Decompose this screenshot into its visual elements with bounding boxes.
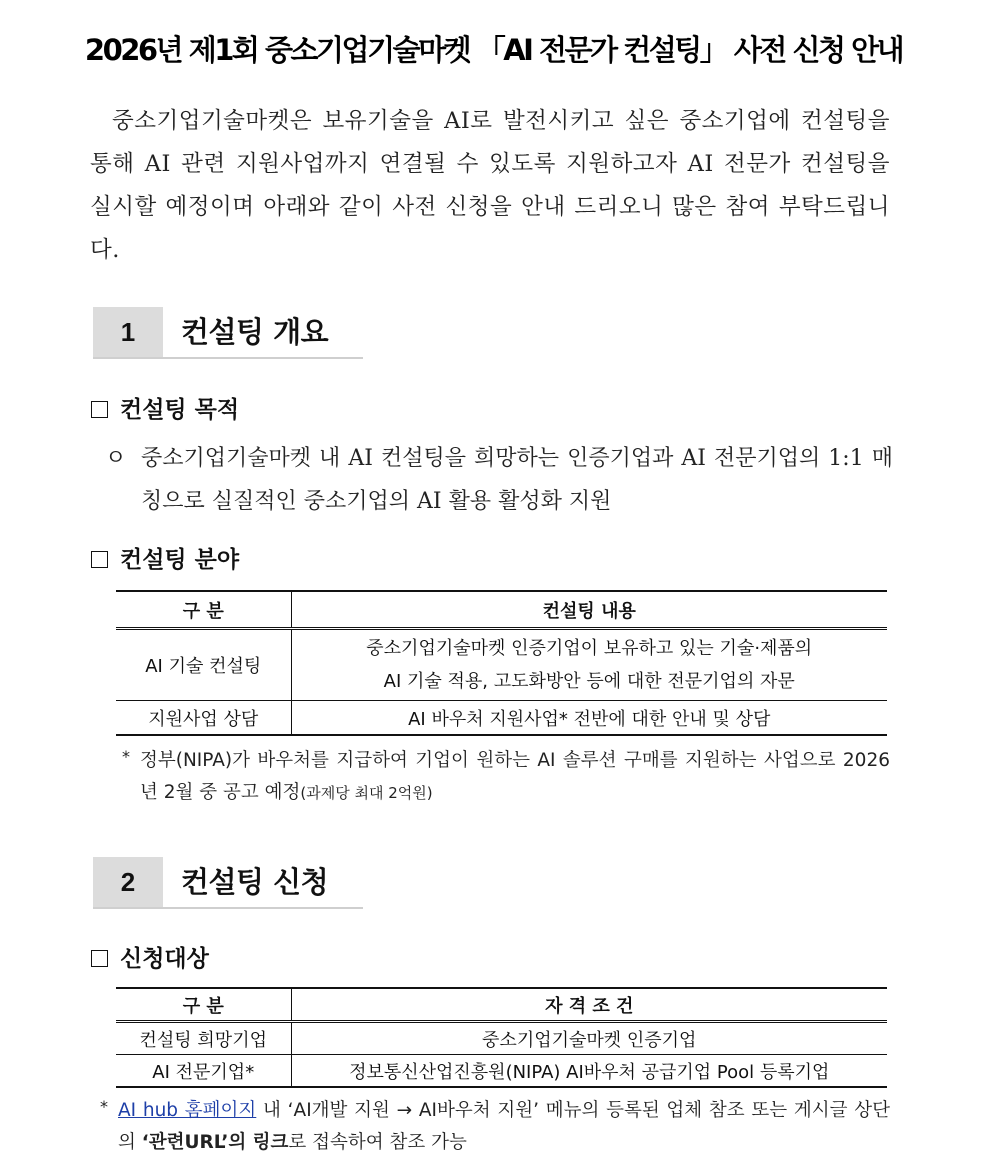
intro-text: 중소기업기술마켓은 보유기술을 AI로 발전시키고 싶은 중소기업에 컨설팅을 통해 AI 관련 지원사업까지 연결될 수 있도록 지원하고자 AI 전문가 컨설팅을 실시할 예정이며 아래와 같이 사전 신청을 안내 드리오니 많은 참여 부탁드립니다. — [90, 108, 890, 263]
table-row — [116, 629, 887, 701]
purpose-bullet-text: 중소기업기술마켓 내 AI 컨설팅을 희망하는 인증기업과 AI 전문기업의 1:1 매칭으로 실질적인 중소기업의 AI 활용 활성화 지원 — [141, 446, 893, 514]
field-row-content — [291, 629, 887, 701]
field-row-content-line2: AI 기술 적용, 고도화방안 등에 대한 전문기업의 자문 — [383, 671, 795, 692]
checkbox-square-icon — [91, 950, 108, 967]
section-1-number: 1 — [93, 307, 163, 357]
section-1-header — [93, 307, 363, 359]
footnote-star: * — [122, 747, 130, 766]
field-table-header-category: 구 분 — [116, 591, 291, 629]
section-2-number: 2 — [93, 857, 163, 907]
target-heading-text: 신청대상 — [120, 946, 209, 972]
target-row-category: AI 전문기업* — [116, 1055, 291, 1088]
section-1-title: 컨설팅 개요 — [181, 315, 329, 349]
field-heading — [91, 541, 239, 574]
field-row-content-line1: 중소기업기술마켓 인증기업이 보유하고 있는 기술·제품의 — [366, 638, 813, 659]
table-row — [116, 1055, 887, 1088]
table-row — [116, 1022, 887, 1055]
section-2-header — [93, 857, 363, 909]
target-table — [116, 987, 887, 1088]
table-row — [116, 701, 887, 736]
field-table-header-content: 컨설팅 내용 — [291, 591, 887, 629]
field-row-category: 지원사업 상담 — [116, 701, 291, 736]
checkbox-square-icon — [91, 551, 108, 568]
target-row-condition: 정보통신산업진흥원(NIPA) AI바우처 공급기업 Pool 등록기업 — [291, 1055, 887, 1088]
target-footnote-bold: ‘관련URL’의 링크 — [141, 1132, 289, 1153]
field-row-content: AI 바우처 지원사업* 전반에 대한 안내 및 상담 — [291, 701, 887, 736]
purpose-heading-text: 컨설팅 목적 — [120, 397, 240, 423]
section-2-title: 컨설팅 신청 — [181, 865, 329, 899]
bullet-circle-icon: ㅇ — [105, 446, 127, 471]
target-row-condition: 중소기업기술마켓 인증기업 — [291, 1022, 887, 1055]
target-table-header-condition: 자 격 조 건 — [291, 988, 887, 1022]
field-row-category: AI 기술 컨설팅 — [116, 629, 291, 701]
ai-hub-homepage-link[interactable]: AI hub 홈페이지 — [118, 1100, 257, 1121]
field-heading-text: 컨설팅 분야 — [120, 547, 240, 573]
field-footnote-text — [140, 745, 890, 809]
target-footnote-text — [118, 1095, 890, 1159]
page-title: 2026년 제1회 중소기업기술마켓 「AI 전문가 컨설팅」 사전 신청 안내 — [84, 33, 903, 67]
target-footnote-end: 로 접속하여 참조 가능 — [288, 1132, 467, 1153]
target-heading — [91, 940, 209, 973]
purpose-heading — [91, 391, 239, 424]
target-table-header-category: 구 분 — [116, 988, 291, 1022]
field-footnote-main: 정부(NIPA)가 바우처를 지급하여 기업이 원하는 AI 솔루션 구매를 지원하는 사업으로 2026년 2월 중 공고 예정 — [140, 750, 890, 803]
footnote-star: * — [100, 1097, 108, 1116]
checkbox-square-icon — [91, 401, 108, 418]
target-footnote-rest: 내 ‘AI개발 지원 → AI바우처 지원’ 메뉴의 등록된 업체 참조 또는 게시글 상단의 — [118, 1100, 891, 1153]
intro-paragraph — [90, 100, 890, 272]
field-footnote-small: (과제당 최대 2억원) — [300, 784, 433, 802]
field-table — [116, 590, 887, 736]
target-row-category: 컨설팅 희망기업 — [116, 1022, 291, 1055]
